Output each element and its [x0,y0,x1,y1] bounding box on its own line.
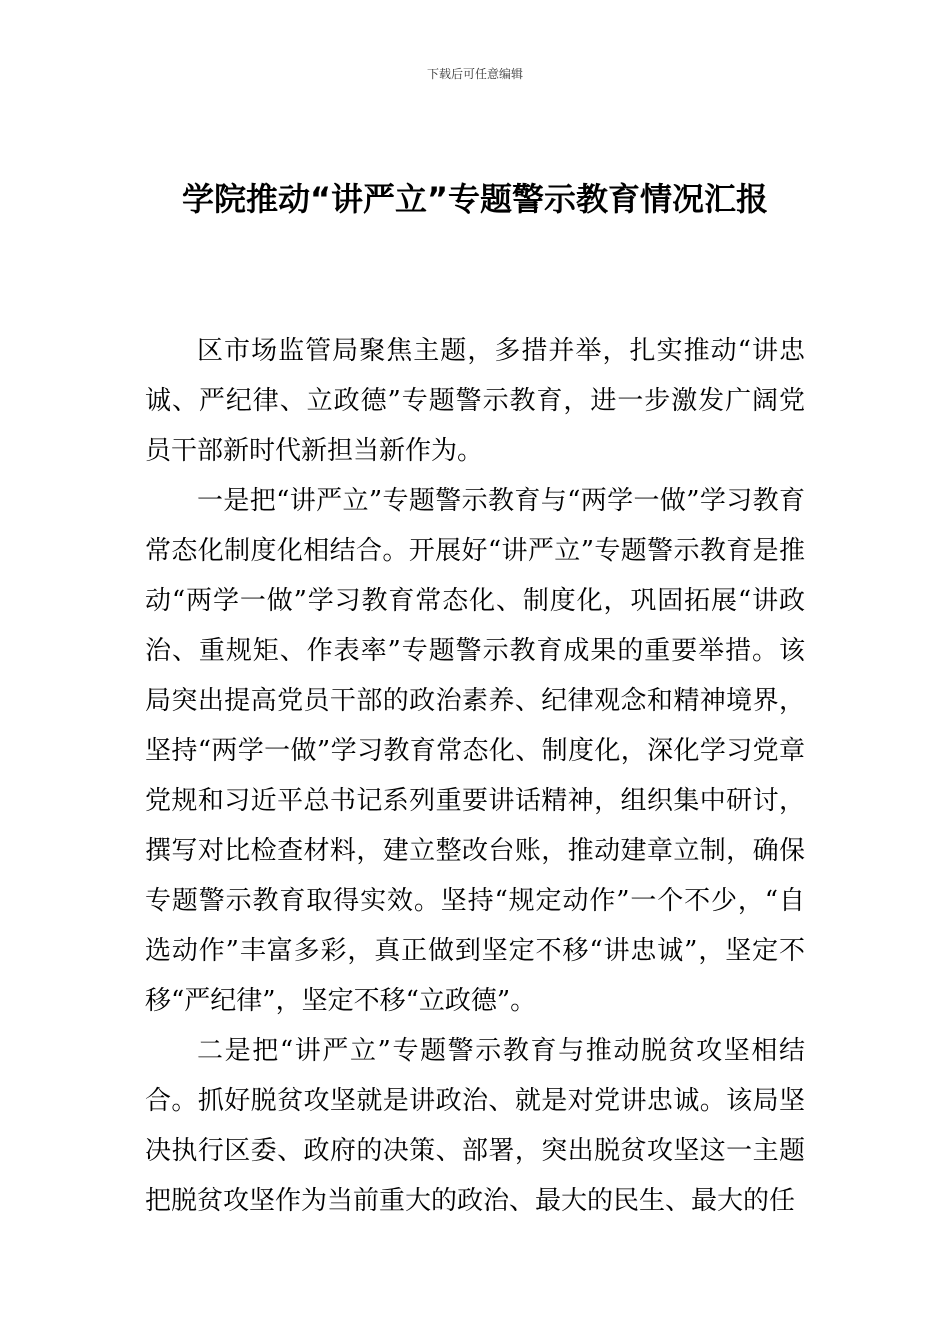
document-body [145,326,805,1226]
paragraph-point-two: 二是把“讲严立”专题警示教育与推动脱贫攻坚相结合。抓好脱贫攻坚就是讲政治、就是对党讲忠诚。该局坚决执行区委、政府的决策、部署，突出脱贫攻坚这一主题把脱贫攻坚作为当前重大的政治、最大的民生、最大的任 [145,1036,805,1216]
paragraph-intro: 区市场监管局聚焦主题，多措并举，扎实推动“讲忠诚、严纪律、立政德”专题警示教育，进一步激发广阔党员干部新时代新担当新作为。 [145,336,805,466]
header-note: 下载后可任意编辑 [426,67,523,81]
paragraph-point-one: 一是把“讲严立”专题警示教育与“两学一做”学习教育常态化制度化相结合。开展好“讲严立”专题警示教育是推动“两学一做”学习教育常态化、制度化，巩固拓展“讲政治、重规矩、作表率”专题警示教育成果的重要举措。该局突出提高党员干部的政治素养、纪律观念和精神境界，坚持“两学一做”学习教育常态化、制度化，深化学习党章党规和习近平总书记系列重要讲话精神，组织集中研讨，撰写对比检查材料，建立整改台账，推动建章立制，确保专题警示教育取得实效。坚持“规定动作”一个不少，“自选动作”丰富多彩，真正做到坚定不移“讲忠诚”，坚定不移“严纪律”，坚定不移“立政德”。 [145,486,805,1016]
document-title: 学院推动“讲严立”专题警示教育情况汇报 [181,180,769,218]
